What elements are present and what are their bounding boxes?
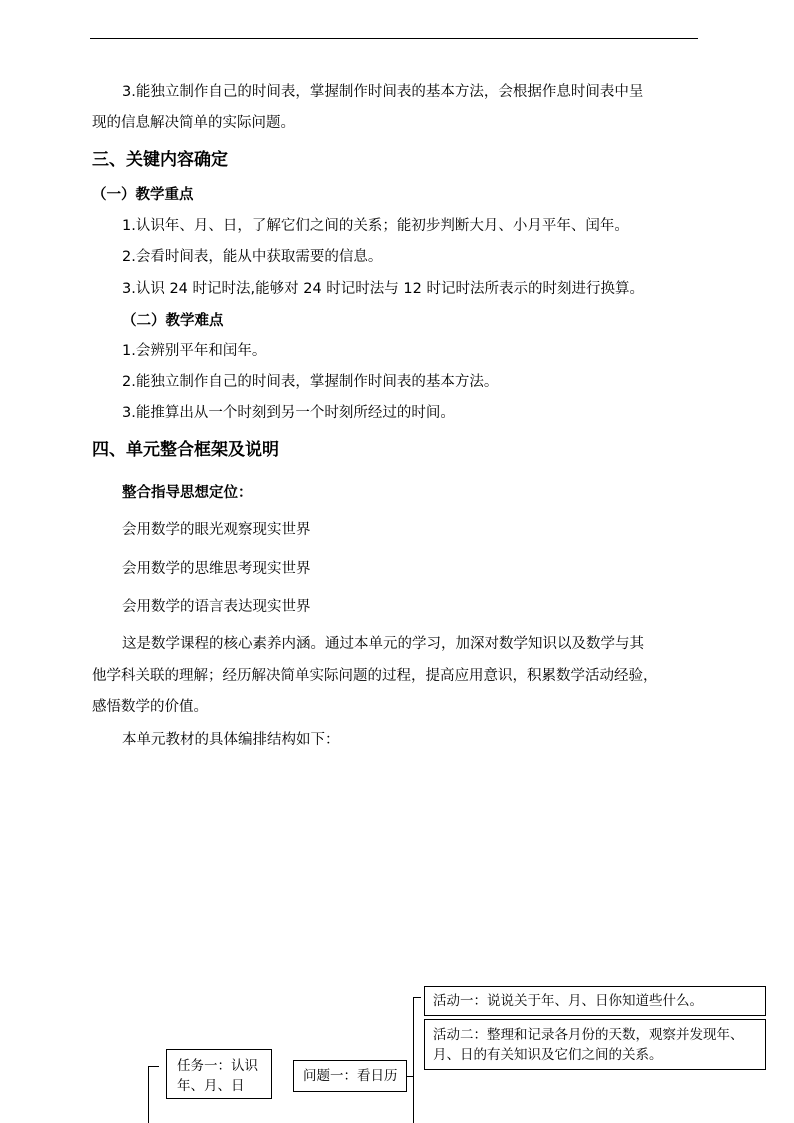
header-rule [90, 38, 698, 39]
goal-3-line-2: 现的信息解决简单的实际问题。 [92, 115, 295, 131]
key-point-item: 1.认识年、月、日，了解它们之间的关系；能初步判断大月、小月平年、闰年。 [122, 218, 629, 234]
difficult-point-item: 1.会辨别平年和闰年。 [122, 343, 267, 359]
task-1-box [166, 1049, 272, 1099]
activity-1-label: 活动一：说说关于年、月、日你知道些什么。 [433, 993, 703, 1009]
guide-line: 会用数学的眼光观察现实世界 [122, 522, 311, 538]
diagram-connector-line [148, 1066, 159, 1067]
diagram-bracket-line [413, 997, 414, 1123]
diagram-bracket-line [148, 1066, 149, 1123]
diagram-connector-line [413, 997, 421, 998]
key-point-item: 3.认识 24 时记时法,能够对 24 时记时法与 12 时记时法所表示的时刻进行换算。 [122, 281, 644, 297]
question-1-label: 问题一：看日历 [303, 1068, 398, 1084]
difficult-point-item: 3.能推算出从一个时刻到另一个时刻所经过的时间。 [122, 405, 455, 421]
difficult-points-title: （二）教学难点 [122, 313, 224, 329]
task-1-line-2: 年、月、日 [177, 1078, 245, 1094]
activity-1-box [424, 986, 766, 1016]
goal-3-line-1: 3.能独立制作自己的时间表，掌握制作时间表的基本方法，会根据作息时间表中呈 [122, 84, 644, 100]
activity-2-line-1: 活动二：整理和记录各月份的天数，观察并发现年、 [433, 1027, 744, 1043]
key-point-item: 2.会看时间表，能从中获取需要的信息。 [122, 249, 383, 265]
section-3-title: 三、关键内容确定 [92, 150, 228, 170]
activity-2-line-2: 月、日的有关知识及它们之间的关系。 [433, 1047, 663, 1063]
summary-line-3: 感悟数学的价值。 [92, 699, 208, 715]
difficult-point-item: 2.能独立制作自己的时间表，掌握制作时间表的基本方法。 [122, 374, 499, 390]
section-4-title: 四、单元整合框架及说明 [92, 440, 279, 460]
guide-title: 整合指导思想定位： [122, 485, 253, 501]
key-points-title: （一）教学重点 [92, 187, 194, 203]
summary-line-2: 他学科关联的理解；经历解决简单实际问题的过程，提高应用意识，积累数学活动经验， [92, 668, 658, 684]
summary-line-1: 这是数学课程的核心素养内涵。通过本单元的学习，加深对数学知识以及数学与其 [122, 636, 644, 652]
guide-line: 会用数学的语言表达现实世界 [122, 599, 311, 615]
structure-intro: 本单元教材的具体编排结构如下： [122, 732, 340, 748]
question-1-box [293, 1060, 407, 1092]
guide-line: 会用数学的思维思考现实世界 [122, 561, 311, 577]
activity-2-box [424, 1019, 766, 1070]
task-1-line-1: 任务一：认识 [177, 1058, 258, 1074]
